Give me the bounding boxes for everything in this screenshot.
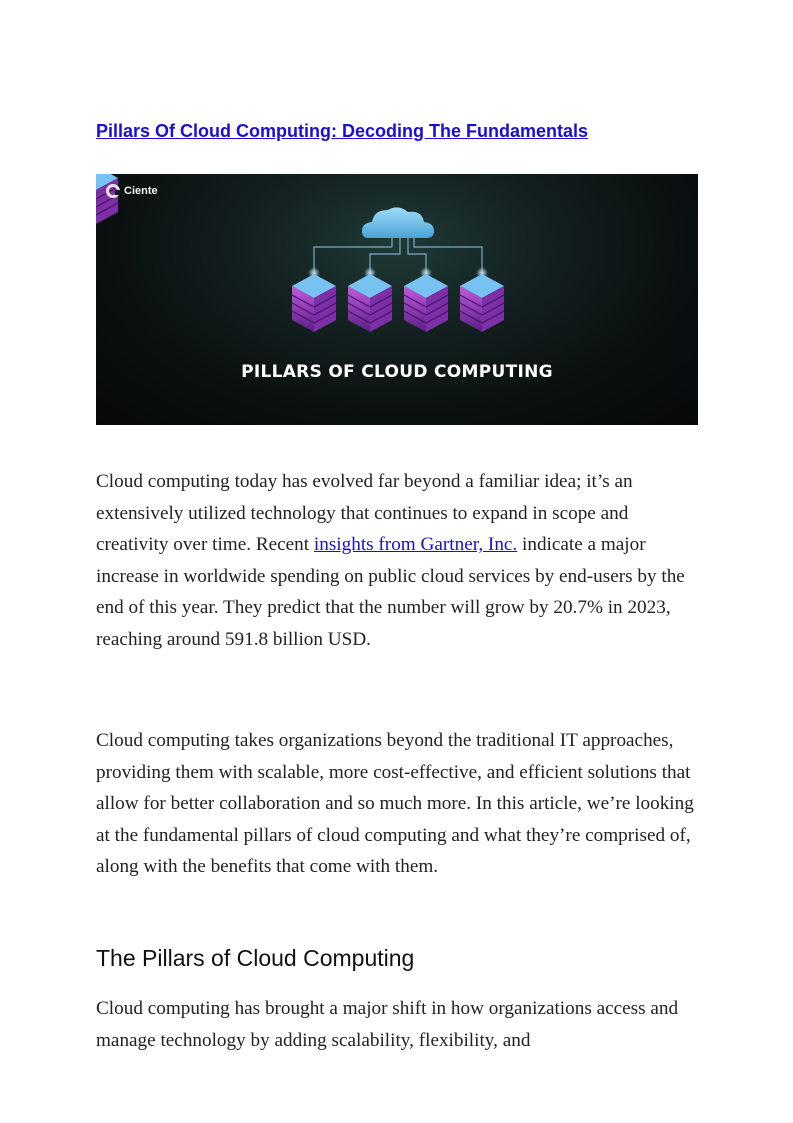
article-title-link[interactable]: Pillars Of Cloud Computing: Decoding The Fundamentals — [96, 121, 589, 141]
paragraph-overview: Cloud computing takes organizations beyond the traditional IT approaches, providing them with scalable, more cost-effective, and efficient solutions that allow for better collaboration and so much more. In this article, we’re looking at the fundamental pillars of cloud computing and what they’re comprised of, along with the benefits that come with them. — [96, 730, 694, 878]
section-heading: The Pillars of Cloud Computing — [96, 945, 415, 971]
paragraph-intro — [96, 466, 700, 656]
paragraph-intro-text-a: Cloud computing today has evolved far beyond a familiar idea; it’s an extensively utilized technology that continues to expand in scope and creativity over time. Recent — [96, 471, 633, 556]
hero-image — [96, 174, 698, 425]
paragraph-intro-text-b: indicate a major increase in worldwide spending on public cloud services by end-users by the end of this year. They predict that the number will grow by 20.7% in 2023, reaching around 591.8 billion USD. — [96, 534, 685, 650]
gartner-insights-link[interactable]: insights from Gartner, Inc. — [313, 534, 518, 556]
brand-mark-icon — [106, 184, 120, 198]
server-stack-icon — [96, 174, 118, 224]
hero-illustration — [96, 174, 698, 425]
cloud-icon — [362, 207, 434, 238]
paragraph-pillars-intro: Cloud computing has brought a major shift in how organizations access and manage technology by adding scalability, flexibility, and — [96, 998, 679, 1051]
brand-name: Ciente — [124, 185, 158, 197]
hero-caption: PILLARS OF CLOUD COMPUTING — [241, 362, 553, 382]
brand-logo — [106, 184, 158, 198]
connector-lines — [314, 238, 482, 273]
